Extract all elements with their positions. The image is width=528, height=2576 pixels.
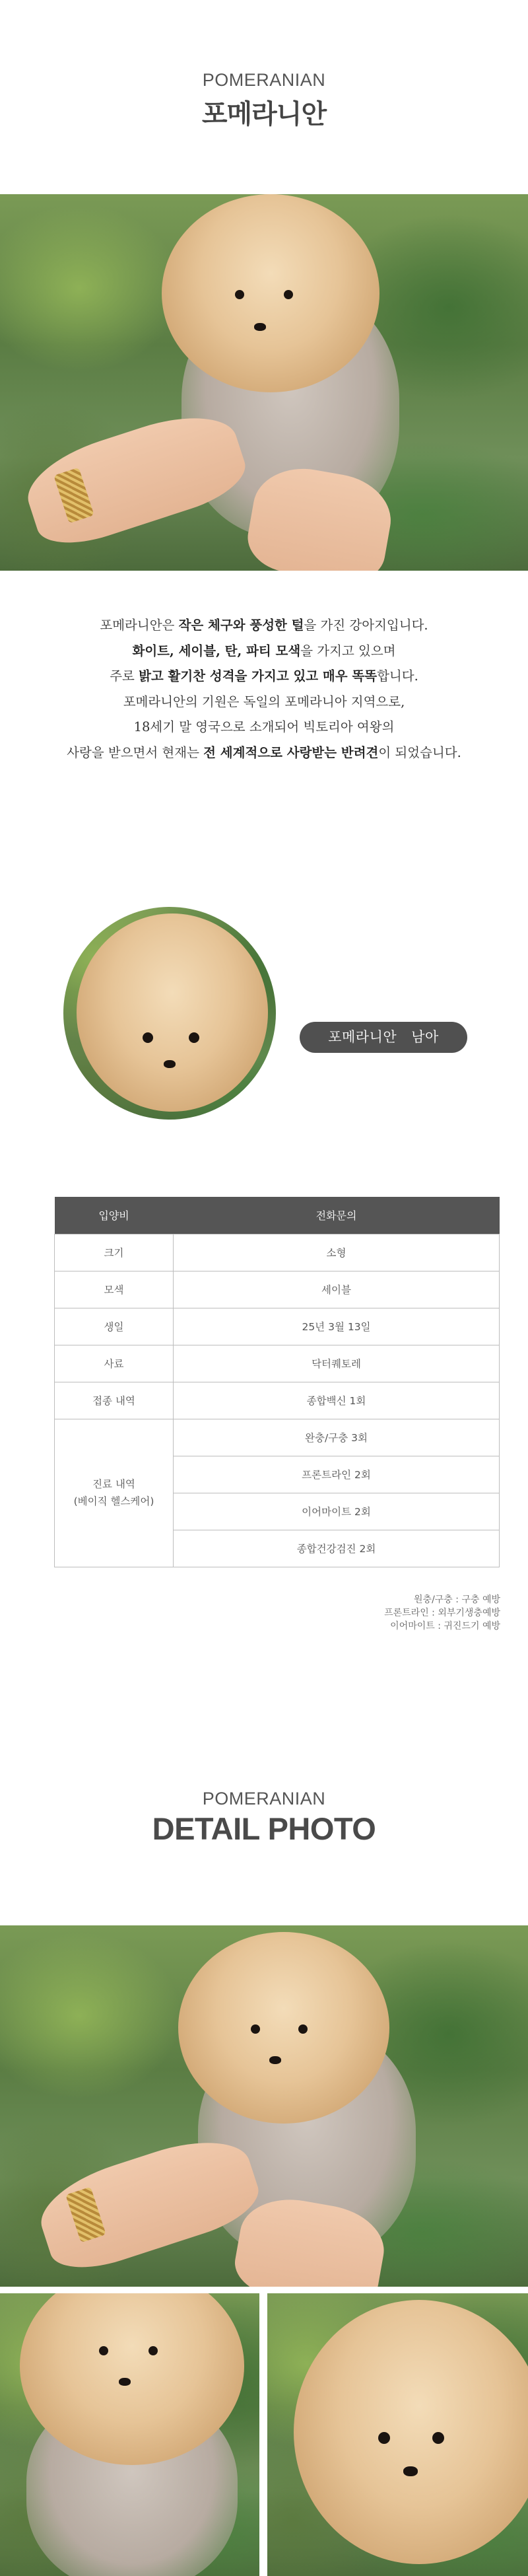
table-row <box>55 1234 500 1271</box>
footnotes <box>384 1593 500 1633</box>
detail-dog-photo-2 <box>0 2293 259 2576</box>
footnote: 원충/구충 : 구충 예방 <box>414 1594 500 1605</box>
title-korean: 포메라니안 <box>201 99 327 129</box>
detail-dog-photo-3 <box>267 2293 528 2576</box>
desc-line-2: 화이트, 세이블, 탄, 파티 모색을 가지고 있으며 <box>132 643 396 659</box>
dog-nose <box>254 323 266 331</box>
table-row <box>55 1419 500 1456</box>
dog-face <box>294 2300 528 2564</box>
row-label: 생일 <box>55 1308 174 1345</box>
dog-eye-right <box>148 2346 158 2355</box>
detail-photo-title <box>0 1789 528 1847</box>
medical-item: 완충/구충 3회 <box>174 1419 500 1456</box>
dog-eye-left <box>143 1032 153 1043</box>
hero-dog-photo <box>0 194 528 571</box>
row-label: 접종 내역 <box>55 1382 174 1419</box>
dog-nose <box>164 1060 176 1068</box>
hand-left <box>30 2125 266 2280</box>
dog-nose <box>269 2056 281 2064</box>
row-label: 모색 <box>55 1271 174 1308</box>
adoption-fee-header: 입양비 <box>55 1197 174 1234</box>
breed-description <box>0 613 528 766</box>
detail-title-main: DETAIL PHOTO <box>152 1811 376 1846</box>
dog-nose <box>119 2378 131 2386</box>
footnote: 이어마이트 : 귀진드기 예방 <box>390 1621 500 1631</box>
dog-eye-right <box>189 1032 199 1043</box>
medical-item: 프론트라인 2회 <box>174 1456 500 1493</box>
desc-line-6: 사랑을 받으면서 현재는 전 세계적으로 사랑받는 반려견이 되었습니다. <box>67 744 461 760</box>
desc-line-4: 포메라니안의 기원은 독일의 포메라니아 지역으로, <box>123 694 405 709</box>
table-row <box>55 1308 500 1345</box>
medical-item: 종합건강검진 2회 <box>174 1530 500 1567</box>
dog-info-table <box>54 1197 500 1567</box>
dog-face <box>178 1932 389 2124</box>
hand-left <box>17 400 253 555</box>
badge-sex: 남아 <box>411 1029 439 1045</box>
dog-eye-right <box>284 290 293 299</box>
dog-face <box>77 913 268 1112</box>
row-value: 닥터퀘토레 <box>174 1345 500 1382</box>
dog-face <box>162 194 380 392</box>
dog-eye-left <box>99 2346 108 2355</box>
detail-dog-photo-1 <box>0 1925 528 2287</box>
dog-eye-left <box>378 2432 390 2444</box>
badge-breed: 포메라니안 <box>328 1029 397 1045</box>
intro-title <box>0 70 528 131</box>
breed-sex-badge <box>300 1022 467 1053</box>
dog-eye-left <box>251 2024 260 2034</box>
row-value: 소형 <box>174 1234 500 1271</box>
dog-nose <box>403 2466 418 2476</box>
dog-eye-right <box>432 2432 444 2444</box>
table-row <box>55 1271 500 1308</box>
detail-title-english: POMERANIAN <box>202 1789 326 1808</box>
profile-dog-photo <box>63 907 276 1120</box>
desc-line-5: 18세기 말 영국으로 소개되어 빅토리아 여왕의 <box>133 719 395 734</box>
table-header-row <box>55 1197 500 1234</box>
table-row <box>55 1345 500 1382</box>
medical-history-label: 진료 내역 (베이직 헬스케어) <box>55 1419 174 1567</box>
table-row <box>55 1382 500 1419</box>
row-label: 사료 <box>55 1345 174 1382</box>
dog-eye-left <box>235 290 244 299</box>
row-value: 세이블 <box>174 1271 500 1308</box>
title-english: POMERANIAN <box>202 70 326 90</box>
desc-line-1: 포메라니안은 작은 체구와 풍성한 털을 가진 강아지입니다. <box>100 618 428 633</box>
footnote: 프론트라인 : 외부기생충예방 <box>384 1608 500 1618</box>
row-value: 25년 3월 13일 <box>174 1308 500 1345</box>
row-value: 종합백신 1회 <box>174 1382 500 1419</box>
dog-eye-right <box>298 2024 308 2034</box>
row-label: 크기 <box>55 1234 174 1271</box>
phone-inquiry-header: 전화문의 <box>174 1197 500 1234</box>
desc-line-3: 주로 밝고 활기찬 성격을 가지고 있고 매우 똑똑합니다. <box>110 668 418 684</box>
medical-item: 이어마이트 2회 <box>174 1493 500 1530</box>
